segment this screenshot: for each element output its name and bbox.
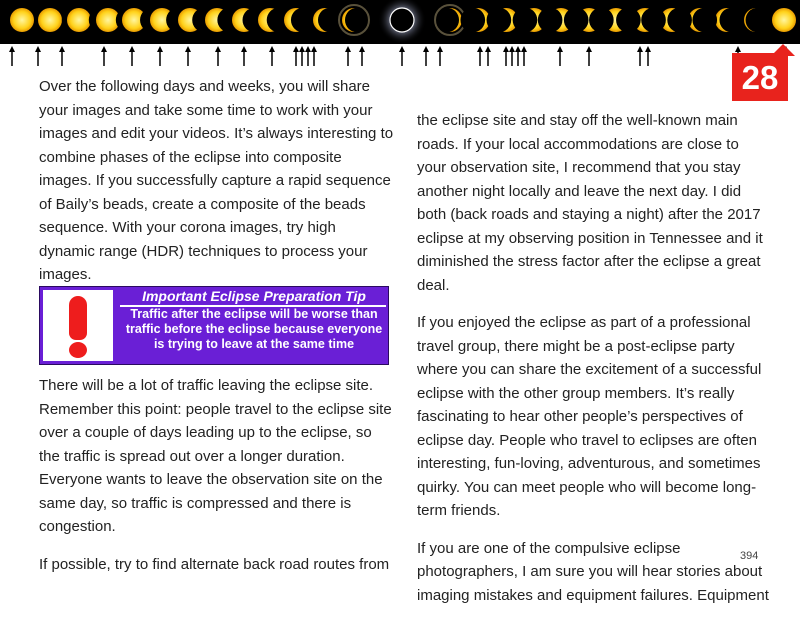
marker-arrow bbox=[521, 46, 527, 66]
marker-arrow bbox=[423, 46, 429, 66]
right-column bbox=[417, 109, 772, 621]
marker-arrow bbox=[515, 46, 521, 66]
marker-arrow bbox=[437, 46, 443, 66]
paragraph-composite-images: Over the following days and weeks, you will share your images and take some time to work with your images and edit your videos. It’s always interesting to combine phases of the eclipse into composite images. If you successfully capture a rapid sequence of Baily’s beads, create a composite of the beads sequence. With your corona images, try high dynamic range (HDR) techniques to process your images. bbox=[39, 78, 394, 283]
marker-arrow bbox=[293, 46, 299, 66]
marker-arrow bbox=[101, 46, 107, 66]
marker-arrow bbox=[305, 46, 311, 66]
chapter-page-badge: 28 bbox=[732, 53, 788, 101]
eclipse-phase bbox=[434, 5, 465, 35]
marker-arrow bbox=[299, 46, 305, 66]
marker-arrow bbox=[503, 46, 509, 66]
eclipse-phase bbox=[461, 8, 491, 33]
eclipse-phase bbox=[284, 8, 316, 33]
marker-arrow bbox=[509, 46, 515, 66]
tip-text: Traffic after the eclipse will be worse than traffic before the eclipse because everyone is trying to leave at the same time bbox=[125, 307, 383, 351]
important-tip-box bbox=[39, 286, 389, 365]
marker-arrow bbox=[359, 46, 365, 66]
eclipse-phase bbox=[378, 0, 426, 44]
marker-arrow bbox=[345, 46, 351, 66]
marker-arrow bbox=[9, 46, 15, 66]
exclamation-dot bbox=[69, 342, 87, 358]
marker-arrow bbox=[35, 46, 41, 66]
eclipse-phase bbox=[339, 5, 370, 35]
marker-arrow bbox=[59, 46, 65, 66]
paragraph-traffic: There will be a lot of traffic leaving the eclipse site. Remember this point: people travel to the eclipse site over a couple of days leading up to the eclipse, so the traffic is spread out over a longer duration. Everyone wants to leave the observation site on the same day, so traffic is compressed and there is congestion. bbox=[39, 377, 392, 535]
marker-arrow bbox=[157, 46, 163, 66]
exclamation-bar bbox=[69, 296, 87, 340]
eclipse-sequence-banner bbox=[0, 0, 800, 44]
paragraph-back-roads: If possible, try to find alternate back road routes from bbox=[39, 555, 390, 573]
paragraph-group-party: If you enjoyed the eclipse as part of a professional travel group, there might be a post-eclipse party where you can share the excitement of a successful eclipse with the other group members. It’s really fascinating to hear other people’s perspectives of eclipse day. People who travel to eclipses are often interesting, fun-loving, adventurous, and sometimes quirky. You can meet people who will become long-term friends. bbox=[417, 314, 762, 519]
paragraph-stay-night: the eclipse site and stay off the well-known main roads. If your local accommodations are close to your observation site, I recommend that you stay another night locally and leave the next day. I did both (back roads and staying a night) after the 2017 eclipse at my observing position in Tennessee and it diminished the stress factor after the eclipse a great deal. bbox=[417, 112, 763, 294]
marker-arrow bbox=[485, 46, 491, 66]
marker-arrow bbox=[241, 46, 247, 66]
eclipse-phase bbox=[746, 8, 796, 33]
left-column bbox=[39, 75, 394, 301]
tip-title: Important Eclipse Preparation Tip bbox=[142, 288, 366, 304]
paragraph-photographers: If you are one of the compulsive eclipse photographers, I am sure you will hear stories about imaging mistakes and equipment failures. Equipment bbox=[417, 539, 769, 604]
marker-arrow bbox=[477, 46, 483, 66]
left-column-lower bbox=[39, 374, 394, 590]
marker-arrow bbox=[311, 46, 317, 66]
marker-arrow bbox=[269, 46, 275, 66]
page-number: 394 bbox=[740, 550, 759, 562]
marker-arrow bbox=[586, 46, 592, 66]
marker-arrow bbox=[637, 46, 643, 66]
marker-arrow bbox=[399, 46, 405, 66]
marker-arrow bbox=[185, 46, 191, 66]
phase-marker-arrows bbox=[0, 44, 800, 70]
marker-arrow bbox=[215, 46, 221, 66]
eclipse-phases-image bbox=[0, 0, 800, 44]
marker-arrow bbox=[557, 46, 563, 66]
exclamation-icon bbox=[43, 290, 113, 361]
marker-arrow bbox=[129, 46, 135, 66]
marker-arrow bbox=[645, 46, 651, 66]
